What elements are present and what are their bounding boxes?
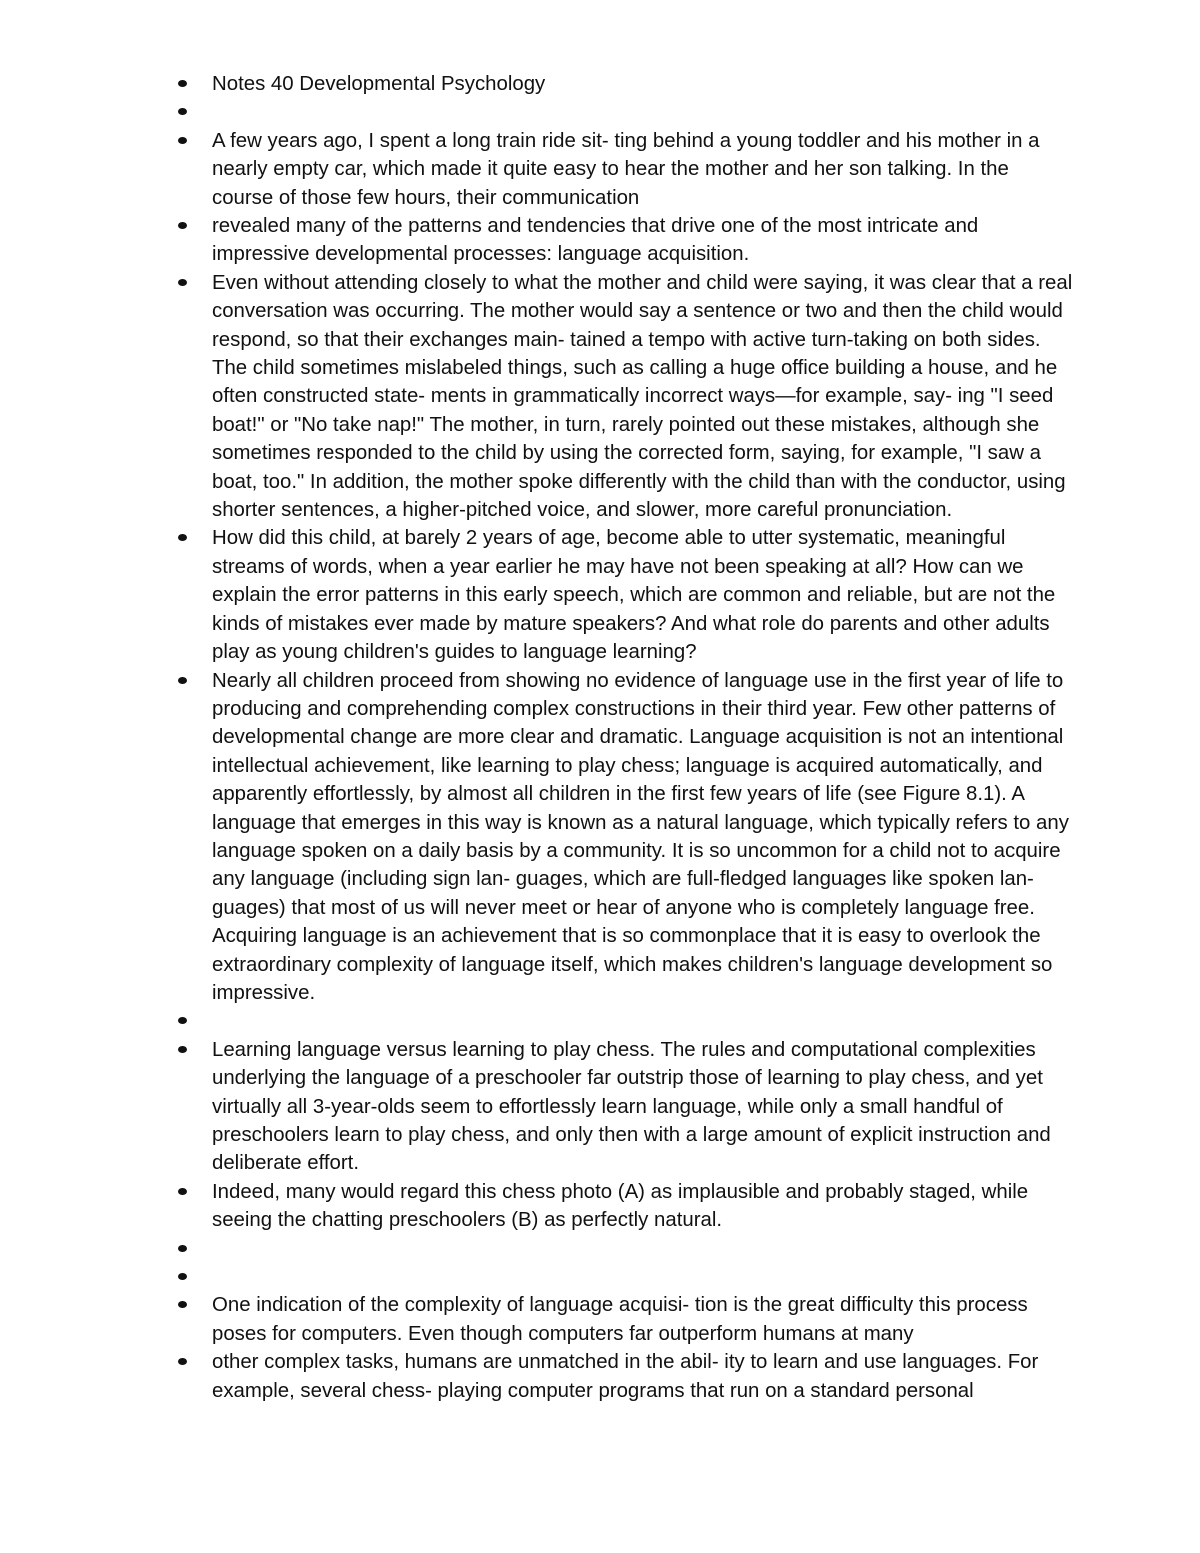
bullet-icon	[178, 1245, 187, 1252]
bullet-icon	[178, 222, 187, 229]
list-item	[174, 524, 1074, 666]
list-item-text: How did this child, at barely 2 years of age, become able to utter systematic, meaningful streams of words, when a year earlier he may have not been speaking at all? How can we explain the error patterns in this early speech, which are common and reliable, but are not the kinds of mistakes ever made by mature speakers? And what role do parents and other adults play as young children's guides to language learning?	[212, 527, 1056, 664]
list-item-text: revealed many of the patterns and tendencies that drive one of the most intricate and impressive developmental processes: language acquisition.	[212, 215, 979, 266]
list-item-text: Indeed, many would regard this chess photo (A) as implausible and probably staged, while seeing the chatting preschoolers (B) as perfectly natural.	[212, 1180, 1029, 1232]
list-item-text: A few years ago, I spent a long train ride sit- ting behind a young toddler and his mother in a nearly empty car, which made it quite easy to hear the mother and her son talking. In the course of those few hours, their communication	[212, 129, 1040, 209]
list-item	[174, 1291, 1074, 1348]
document-title: Notes 40 Developmental Psychology	[212, 73, 546, 95]
list-item	[174, 1036, 1074, 1178]
bullet-icon	[178, 677, 187, 684]
list-item	[174, 70, 1074, 98]
list-item-text: One indication of the complexity of language acquisi- tion is the great difficulty this process poses for computers. Even though computers far outperform humans at many	[212, 1294, 1028, 1345]
bullet-icon	[178, 137, 187, 144]
list-item	[174, 212, 1074, 269]
list-item	[174, 1235, 1074, 1263]
bullet-icon	[178, 108, 187, 115]
bullet-icon	[178, 279, 187, 286]
list-item	[174, 269, 1074, 525]
list-item	[174, 667, 1074, 1008]
list-item	[174, 98, 1074, 126]
list-item	[174, 127, 1074, 212]
bullet-icon	[178, 534, 187, 541]
list-item	[174, 1263, 1074, 1291]
list-item	[174, 1007, 1074, 1035]
list-item-text: other complex tasks, humans are unmatched in the abil- ity to learn and use languages. For example, several chess- playing computer programs that run on a standard personal	[212, 1351, 1039, 1402]
list-item	[174, 1178, 1074, 1235]
bullet-icon	[178, 80, 187, 87]
list-item-text: Nearly all children proceed from showing no evidence of language use in the first year of life to producing and comprehending complex constructions in their third year. Few other patterns of developmental change are more clear and dramatic. Language acquisition is not an intentional intellectual achievement, like learning to play chess; language is acquired automatically, and apparently effortlessly, by almost all children in the first few years of life (see Figure 8.1). A language that emerges in this way is known as a natural language, which typically refers to any language spoken on a daily basis by a community. It is so uncommon for a child not to acquire any language (including sign lan- guages, which are full-fledged languages like spoken lan- guages) that most of us will never meet or hear of anyone who is completely language free. Acquiring language is an achievement that is so commonplace that it is easy to overlook the extraordinary complexity of language itself, which makes children's language development so impressive.	[212, 669, 1069, 1004]
bullet-icon	[178, 1017, 187, 1024]
bullet-icon	[178, 1273, 187, 1280]
bullet-icon	[178, 1358, 187, 1365]
bullet-icon	[178, 1188, 187, 1195]
bullet-list	[174, 70, 1074, 1405]
bullet-icon	[178, 1046, 187, 1053]
bullet-icon	[178, 1301, 187, 1308]
list-item	[174, 1348, 1074, 1405]
list-item-text: Even without attending closely to what the mother and child were saying, it was clear that a real conversation was occurring. The mother would say a sentence or two and then the child would respond, so that their exchanges main- tained a tempo with active turn-taking on both sides. The child sometimes mislabeled things, such as calling a huge office building a house, and he often constructed state- ments in grammatically incorrect ways—for example, say- ing "I seed boat!" or "No take nap!" The mother, in turn, rarely pointed out these mistakes, although she sometimes responded to the child by using the corrected form, saying, for example, "I saw a boat, too." In addition, the mother spoke differently with the child than with the conductor, using shorter sentences, a higher-pitched voice, and slower, more careful pronunciation.	[212, 271, 1073, 522]
list-item-text: Learning language versus learning to play chess. The rules and computational complexities underlying the language of a preschooler far outstrip those of learning to play chess, and yet virtually all 3-year-olds seem to effortlessly learn language, while only a small handful of preschoolers learn to play chess, and only then with a large amount of explicit instruction and deliberate effort.	[212, 1038, 1051, 1175]
